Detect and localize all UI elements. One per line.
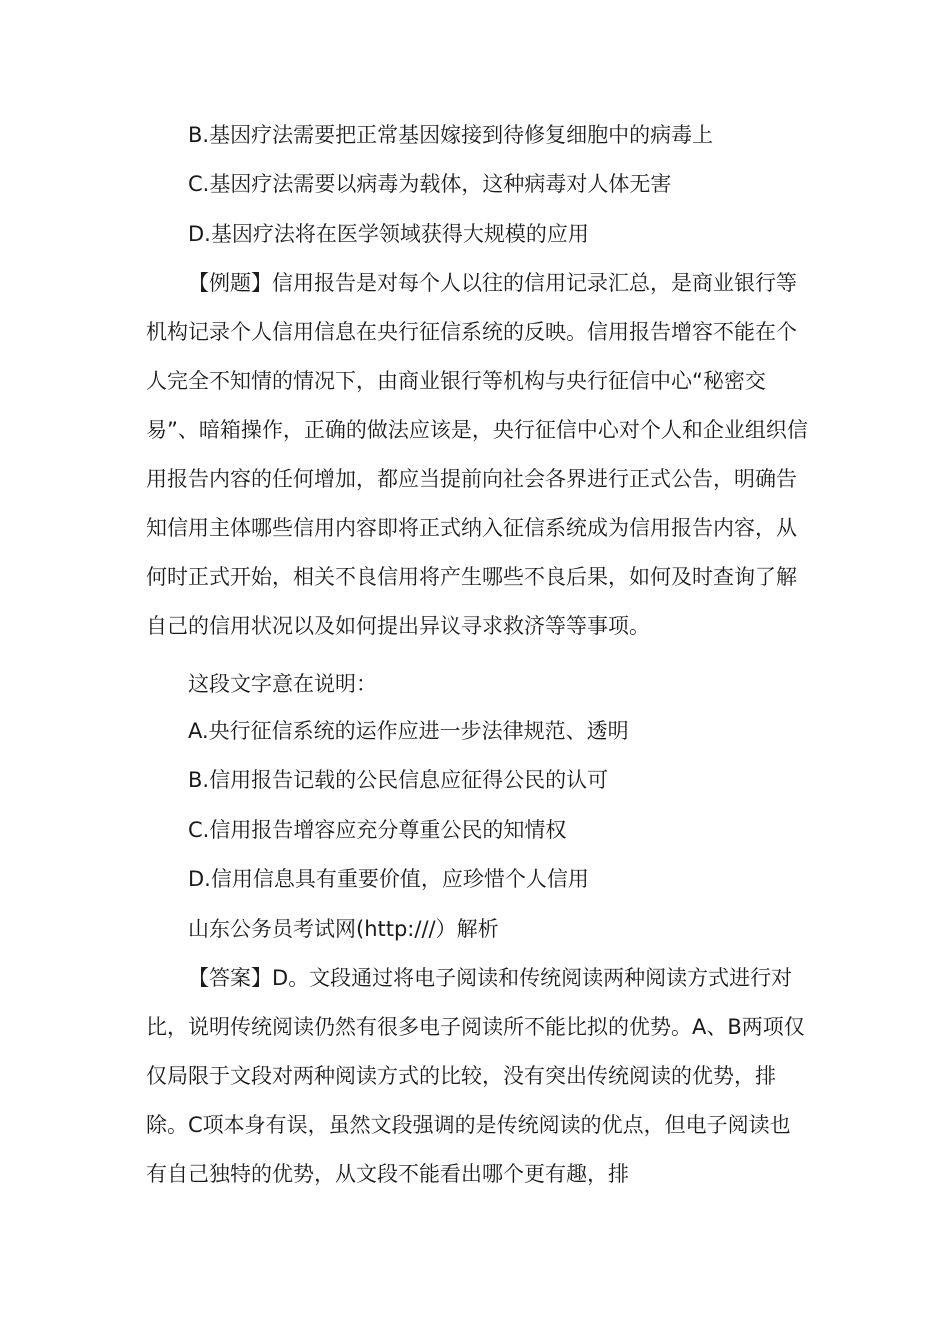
- answer-paragraph: 【答案】D。文段通过将电子阅读和传统阅读两种阅读方式进行对比，说明传统阅读仍然有很多电子阅读所不能比拟的优势。A、B两项仅仅局限于文段对两种阅读方式的比较，没有突出传统阅读的优势，排除。C项本身有误，虽然文段强调的是传统阅读的优点，但电子阅读也有自己独特的优势，从文段不能看出哪个更有趣，排: [146, 966, 805, 1186]
- option-d-line: D.基因疗法将在医学领域获得大规模的应用: [188, 222, 589, 246]
- option-c-line: C.基因疗法需要以病毒为载体，这种病毒对人体无害: [188, 172, 672, 196]
- example-option-c: C.信用报告增容应充分尊重公民的知情权: [188, 818, 567, 842]
- example-option-d: D.信用信息具有重要价值，应珍惜个人信用: [188, 867, 589, 891]
- option-b-line: B.基因疗法需要把正常基因嫁接到待修复细胞中的病毒上: [188, 123, 714, 147]
- question-stem: 这段文字意在说明：: [188, 672, 377, 696]
- source-line: 山东公务员考试网(http:///）解析: [188, 917, 499, 941]
- example-option-a: A.央行征信系统的运作应进一步法律规范、透明: [188, 719, 629, 743]
- example-option-b: B.信用报告记载的公民信息应征得公民的认可: [188, 768, 609, 792]
- example-paragraph: 【例题】信用报告是对每个人以往的信用记录汇总，是商业银行等机构记录个人信用信息在央行征信系统的反映。信用报告增容不能在个人完全不知情的情况下，由商业银行等机构与央行征信中心“秘密交易”、暗箱操作，正确的做法应该是，央行征信中心对个人和企业组织信用报告内容的任何增加，都应当提前向社会各界进行正式公告，明确告知信用主体哪些信用内容即将正式纳入征信系统成为信用报告内容，从何时正式开始，相关不良信用将产生哪些不良后果，如何及时查询了解自己的信用状况以及如何提出异议寻求救济等等事项。: [146, 271, 808, 638]
